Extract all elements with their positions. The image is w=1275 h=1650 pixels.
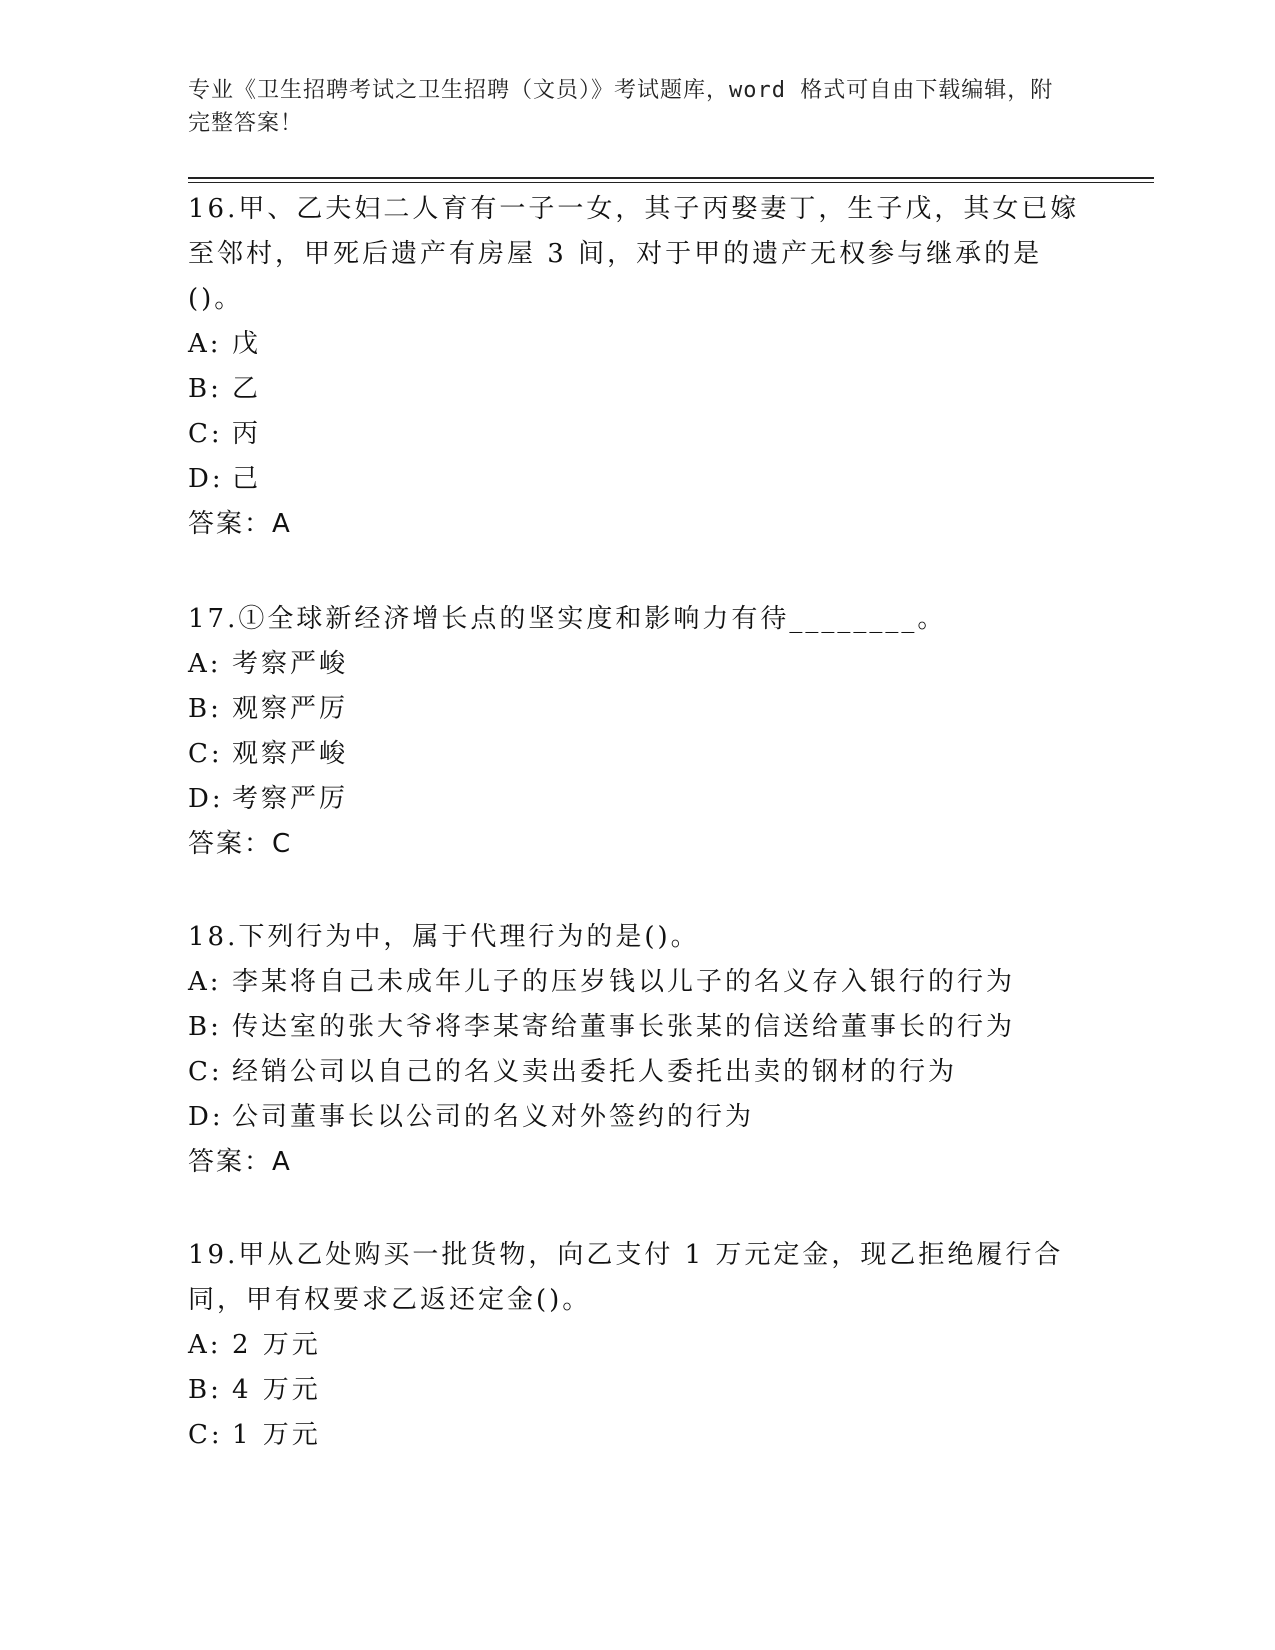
option-text: 观察严厉 — [232, 694, 349, 724]
option-letter: A: — [188, 649, 222, 679]
option-letter: D: — [188, 1102, 224, 1132]
option-text: 4 万元 — [232, 1375, 321, 1405]
option-text: 2 万元 — [232, 1330, 321, 1360]
document-header: 专业《卫生招聘考试之卫生招聘（文员）》考试题库，word 格式可自由下载编辑，附完整答案！ — [188, 78, 1054, 136]
option-d — [188, 777, 1088, 822]
option-b — [188, 1005, 1088, 1050]
option-b — [188, 367, 1088, 412]
option-letter: A: — [188, 1330, 222, 1360]
option-text: 丙 — [232, 419, 262, 449]
option-b — [188, 1368, 1088, 1413]
option-d — [188, 457, 1088, 502]
option-text: 考察严峻 — [232, 649, 349, 679]
option-text: 观察严峻 — [232, 739, 349, 769]
option-letter: A: — [188, 967, 222, 997]
option-text: 李某将自己未成年儿子的压岁钱以儿子的名义存入银行的行为 — [232, 967, 1016, 997]
option-text: 戊 — [232, 329, 262, 359]
answer-line: 答案：A — [188, 509, 292, 539]
question-19 — [188, 1233, 1088, 1458]
option-c — [188, 1413, 1088, 1458]
option-text: 乙 — [232, 374, 262, 404]
question-16 — [188, 187, 1088, 547]
option-text: 公司董事长以公司的名义对外签约的行为 — [232, 1102, 755, 1132]
option-text: 1 万元 — [232, 1420, 321, 1450]
option-text: 传达室的张大爷将李某寄给董事长张某的信送给董事长的行为 — [232, 1012, 1016, 1042]
option-c — [188, 1050, 1088, 1095]
option-letter: A: — [188, 329, 222, 359]
option-letter: B: — [188, 374, 222, 404]
option-a — [188, 1323, 1088, 1368]
option-letter: D: — [188, 464, 224, 494]
question-stem: 19.甲从乙处购买一批货物，向乙支付 1 万元定金，现乙拒绝履行合同，甲有权要求乙返还定金()。 — [188, 1240, 1064, 1315]
option-letter: B: — [188, 694, 222, 724]
option-letter: D: — [188, 784, 224, 814]
option-text: 考察严厉 — [232, 784, 349, 814]
option-letter: C: — [188, 419, 223, 449]
option-letter: C: — [188, 1420, 223, 1450]
answer-line: 答案：C — [188, 829, 293, 859]
option-b — [188, 687, 1088, 732]
question-stem: 16.甲、乙夫妇二人育有一子一女，其子丙娶妻丁，生子戊，其女已嫁至邻村，甲死后遗产有房屋 3 间，对于甲的遗产无权参与继承的是()。 — [188, 194, 1080, 314]
option-letter: C: — [188, 739, 223, 769]
question-17 — [188, 597, 1088, 867]
option-letter: C: — [188, 1057, 223, 1087]
question-18 — [188, 915, 1088, 1185]
option-a — [188, 642, 1088, 687]
option-text: 己 — [232, 464, 262, 494]
option-a — [188, 322, 1088, 367]
option-letter: B: — [188, 1375, 222, 1405]
answer-line: 答案：A — [188, 1147, 292, 1177]
option-c — [188, 412, 1088, 457]
header-divider-thin — [188, 182, 1154, 183]
question-stem: 17.①全球新经济增长点的坚实度和影响力有待________。 — [188, 604, 947, 634]
question-stem: 18.下列行为中，属于代理行为的是()。 — [188, 922, 700, 952]
option-a — [188, 960, 1088, 1005]
option-letter: B: — [188, 1012, 222, 1042]
header-divider-thick — [188, 177, 1154, 179]
option-text: 经销公司以自己的名义卖出委托人委托出卖的钢材的行为 — [232, 1057, 958, 1087]
option-d — [188, 1095, 1088, 1140]
option-c — [188, 732, 1088, 777]
